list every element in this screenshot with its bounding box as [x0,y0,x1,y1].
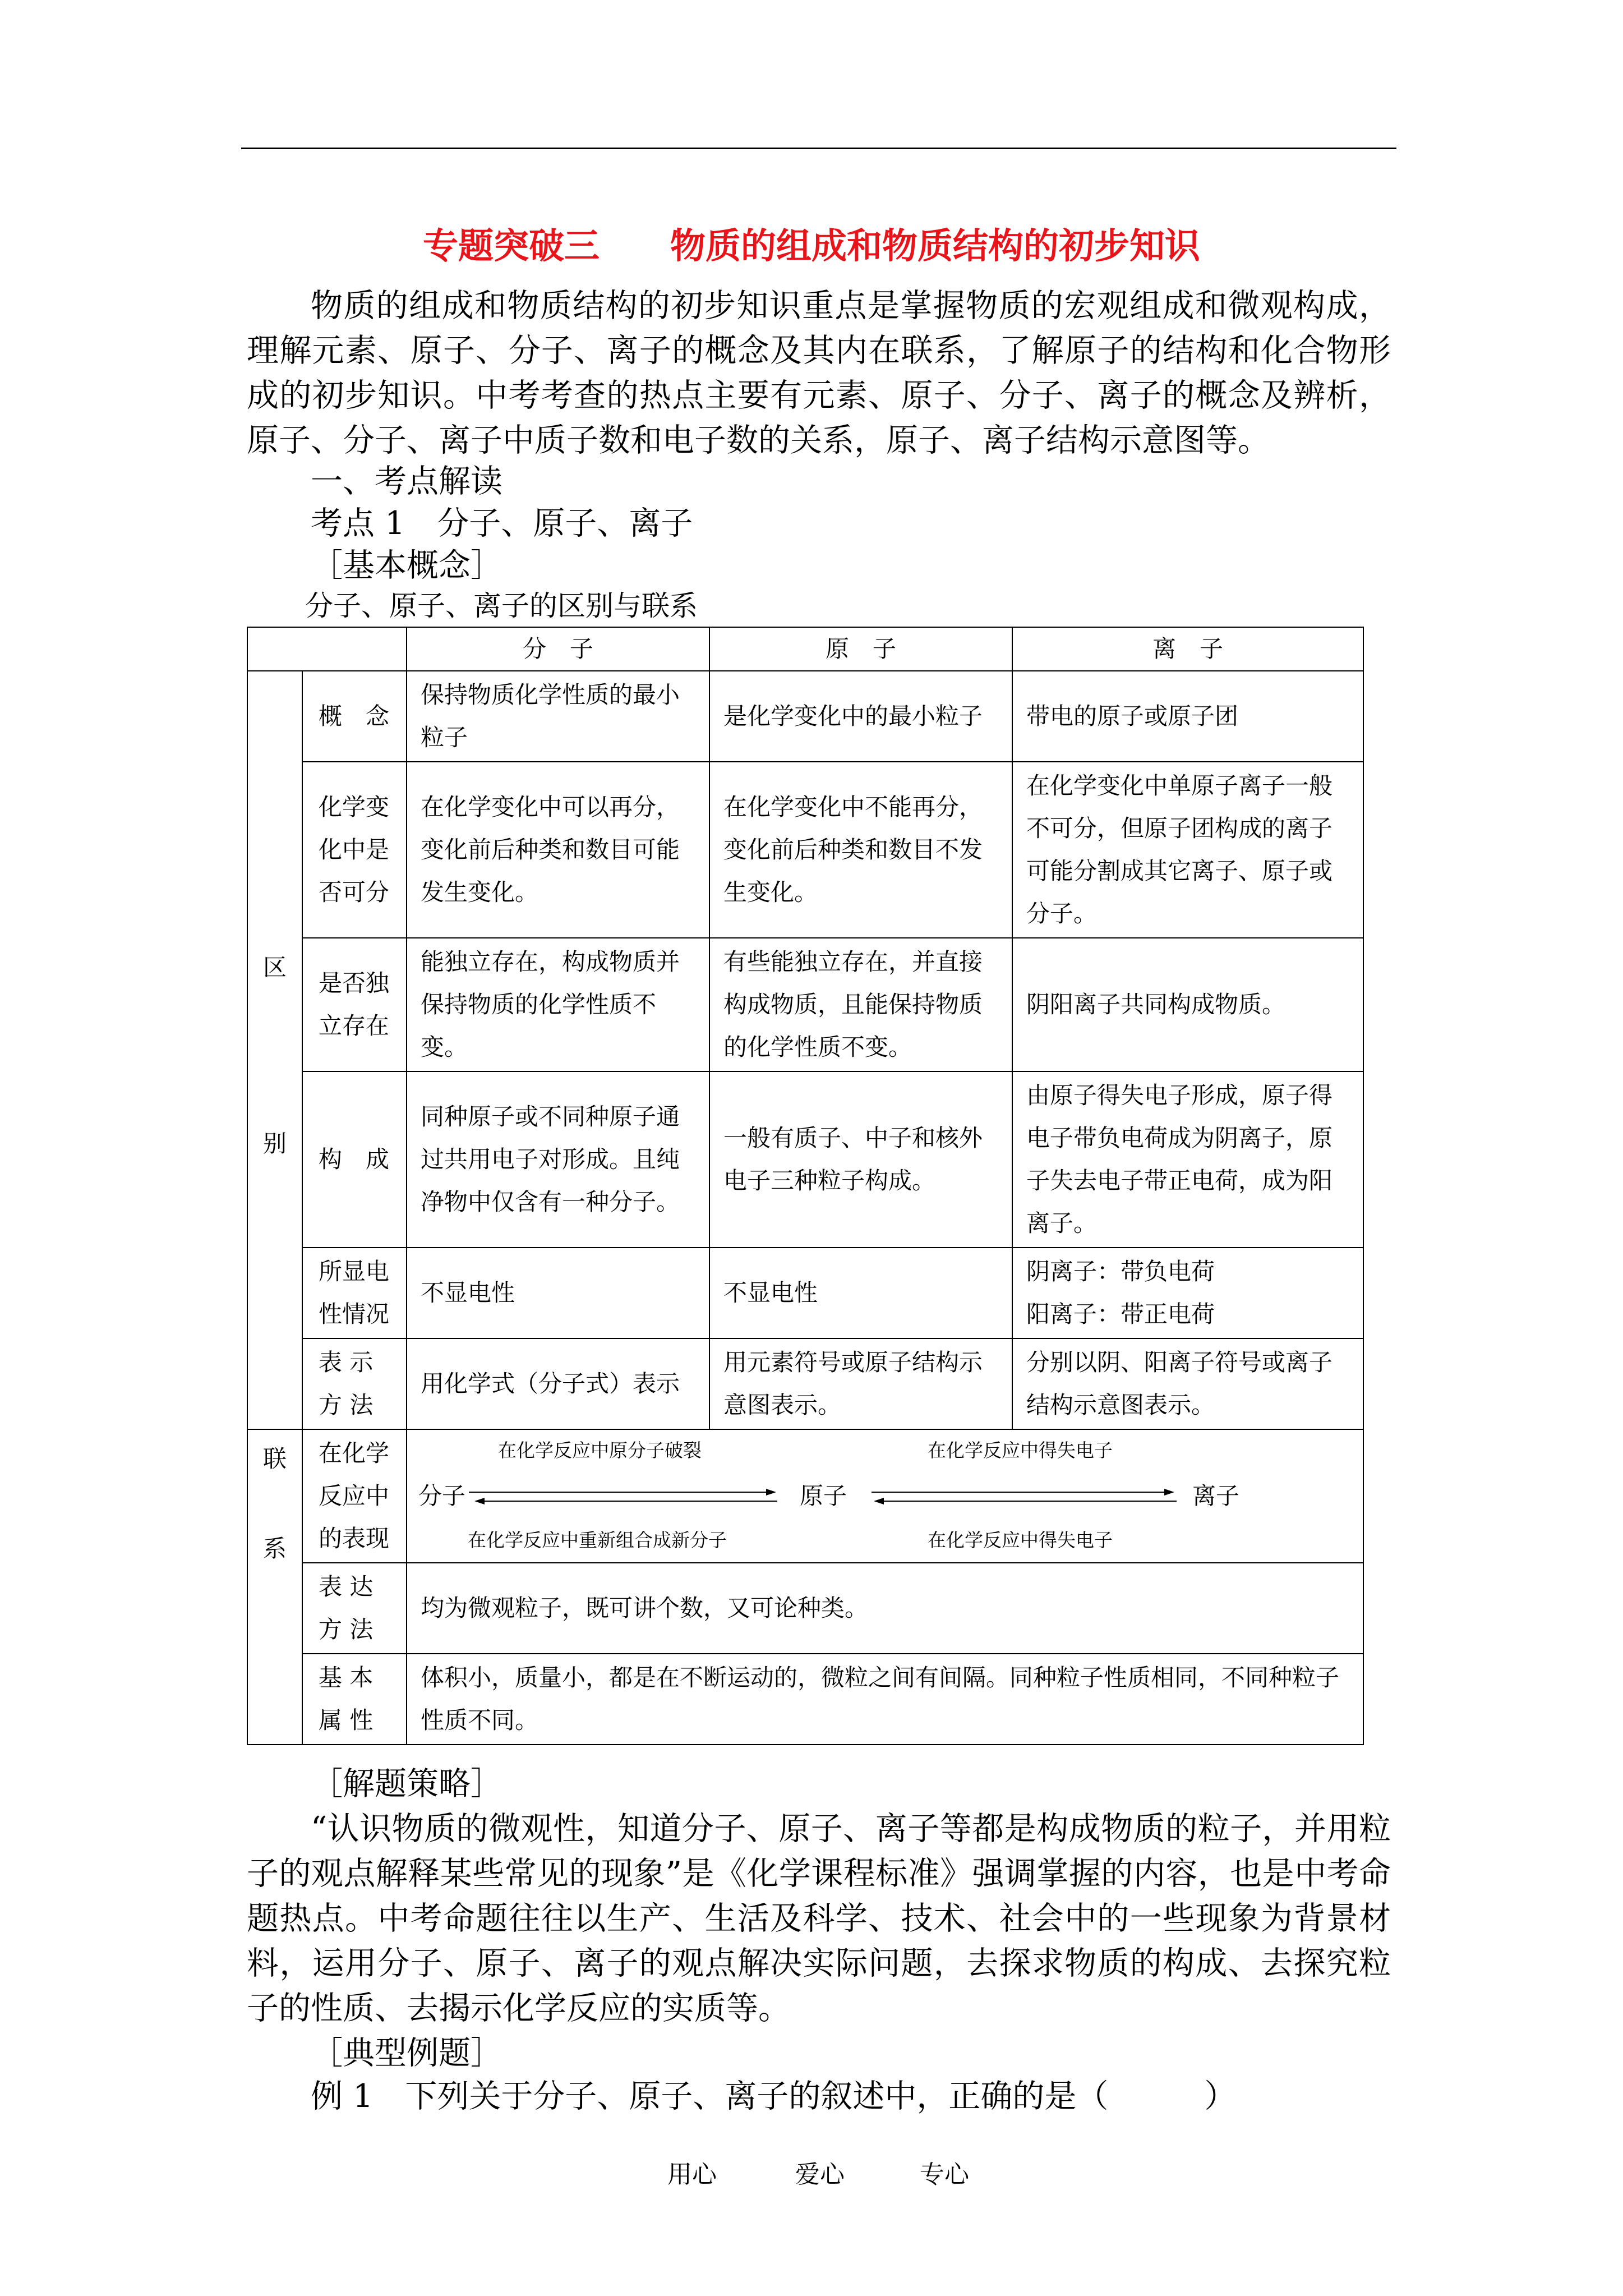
row-label: 表 达 方 法 [302,1563,407,1654]
footer-word: 爱心 [795,2160,845,2189]
page-title: 专题突破三 物质的组成和物质结构的初步知识 [423,226,1200,266]
cell-atom: 用元素符号或原子结构示意图表示。 [709,1338,1012,1429]
cell-ion [1012,1248,1363,1338]
arrow-head-right [766,1489,776,1496]
cell-atom: 是化学变化中的最小粒子 [709,671,1012,762]
arrow-head-left [874,1498,884,1504]
ion-charge-positive: 阳离子：带正电荷 [1026,1300,1215,1328]
concept-heading: ［基本概念］ [311,547,502,584]
corner-cell [247,627,407,671]
cell-molecule: 同种原子或不同种原子通过共用电子对形成。且纯净物中仅含有一种分子。 [407,1071,709,1248]
cell-atom: 有些能独立存在，并直接构成物质，且能保持物质的化学性质不变。 [709,938,1012,1071]
table-row [247,1248,1363,1338]
table-row [247,762,1363,938]
table-row [247,1338,1363,1429]
header-molecule: 分 子 [407,627,709,671]
cell-molecule: 能独立存在，构成物质并保持物质的化学性质不变。 [407,938,709,1071]
footer-word: 用心 [667,2160,717,2189]
cell-expression: 均为微观粒子，既可讲个数，又可论种类。 [407,1563,1363,1654]
strategy-text: “认识物质的微观性，知道分子、原子、离子等都是构成物质的粒子，并用粒子的观点解释某些常见的现象”是《化学课程标准》强调掌握的内容，也是中考命题热点。中考命题往往以生产、生活及科学、技术、社会中的一些现象为背景材料，运用分子、原子、离子的观点解决实际问题，去探求物质的构成、去探究粒子的性质、去揭示化学反应的实质等。 [247,1810,1391,2027]
footer-word: 专心 [920,2160,969,2189]
row-label: 概 念 [302,671,407,762]
arrow-head-left [474,1498,485,1504]
table-row [247,1563,1363,1654]
row-label: 表 示 方 法 [302,1338,407,1429]
table-row [247,938,1363,1071]
arrow-head-right [1164,1489,1174,1496]
cell-atom: 一般有质子、中子和核外电子三种粒子构成。 [709,1071,1012,1248]
header-ion: 离 子 [1012,627,1363,671]
table-header-row [247,627,1363,671]
cell-ion: 由原子得失电子形成，原子得电子带负电荷成为阴离子，原子失去电子带正电荷，成为阳离子。 [1012,1071,1363,1248]
cell-molecule: 不显电性 [407,1248,709,1338]
cell-ion: 带电的原子或原子团 [1012,671,1363,762]
table-row [247,671,1363,762]
relation-label-top-right: 在化学反应中得失电子 [928,1439,1113,1461]
header-atom: 原 子 [709,627,1012,671]
row-label: 化学变化中是否可分 [302,762,407,938]
group-relation-cell [247,1429,302,1745]
relation-node-ion: 离子 [1192,1482,1240,1510]
relation-label-bottom-right: 在化学反应中得失电子 [928,1529,1113,1551]
cell-basic-properties: 体积小，质量小，都是在不断运动的，微粒之间有间隔。同种粒子性质相同，不同种粒子性质不同。 [407,1654,1363,1745]
group-difference-cell [247,671,302,1429]
cell-molecule: 在化学变化中可以再分，变化前后种类和数目可能发生变化。 [407,762,709,938]
relation-diagram [407,1433,1363,1559]
table-row [247,1429,1363,1563]
group-label-lian: 联 [262,1445,287,1473]
header-rule [241,148,1396,149]
relation-label-top-left: 在化学反应中原分子破裂 [498,1439,702,1461]
relation-label-bottom-left: 在化学反应中重新组合成新分子 [468,1529,727,1551]
cell-ion: 阴阳离子共同构成物质。 [1012,938,1363,1071]
relation-diagram-cell [407,1429,1363,1563]
comparison-table [247,627,1364,1745]
strategy-heading: ［解题策略］ [311,1765,502,1802]
row-label: 所显电性情况 [302,1248,407,1338]
table-row [247,1654,1363,1745]
group-label-xi: 系 [262,1535,287,1562]
cell-atom: 在化学变化中不能再分，变化前后种类和数目不发生变化。 [709,762,1012,938]
row-label: 在化学反应中的表现 [302,1429,407,1563]
kaodian-heading: 考点 1 分子、原子、离子 [311,505,693,542]
intro-paragraph [247,283,1391,463]
row-label: 构 成 [302,1071,407,1248]
strategy-paragraph [247,1806,1391,2031]
relation-node-molecule: 分子 [418,1482,466,1510]
examples-heading: ［典型例题］ [311,2035,502,2072]
section-heading: 一、考点解读 [311,463,502,500]
row-label: 是否独立存在 [302,938,407,1071]
group-label-bie: 别 [262,1130,287,1157]
cell-atom: 不显电性 [709,1248,1012,1338]
group-label-qu: 区 [262,954,287,981]
cell-ion: 在化学变化中单原子离子一般不可分，但原子团构成的离子可能分割成其它离子、原子或分子。 [1012,762,1363,938]
intro-text: 物质的组成和物质结构的初步知识重点是掌握物质的宏观组成和微观构成，理解元素、原子、分子、离子的概念及其内在联系，了解原子的结构和化合物形成的初步知识。中考考查的热点主要有元素、原子、分子、离子的概念及辨析，原子、分子、离子中质子数和电子数的关系，原子、离子结构示意图等。 [247,287,1391,459]
cell-ion: 分别以阴、阳离子符号或离子结构示意图表示。 [1012,1338,1363,1429]
example-1: 例 1 下列关于分子、原子、离子的叙述中，正确的是（ ） [311,2078,1237,2115]
cell-molecule: 保持物质化学性质的最小粒子 [407,671,709,762]
table-caption: 分子、原子、离子的区别与联系 [305,590,698,622]
cell-molecule: 用化学式（分子式）表示 [407,1338,709,1429]
relation-node-atom: 原子 [800,1482,847,1510]
ion-charge-negative: 阴离子：带负电荷 [1026,1258,1215,1285]
row-label: 基 本 属 性 [302,1654,407,1745]
table-row [247,1071,1363,1248]
